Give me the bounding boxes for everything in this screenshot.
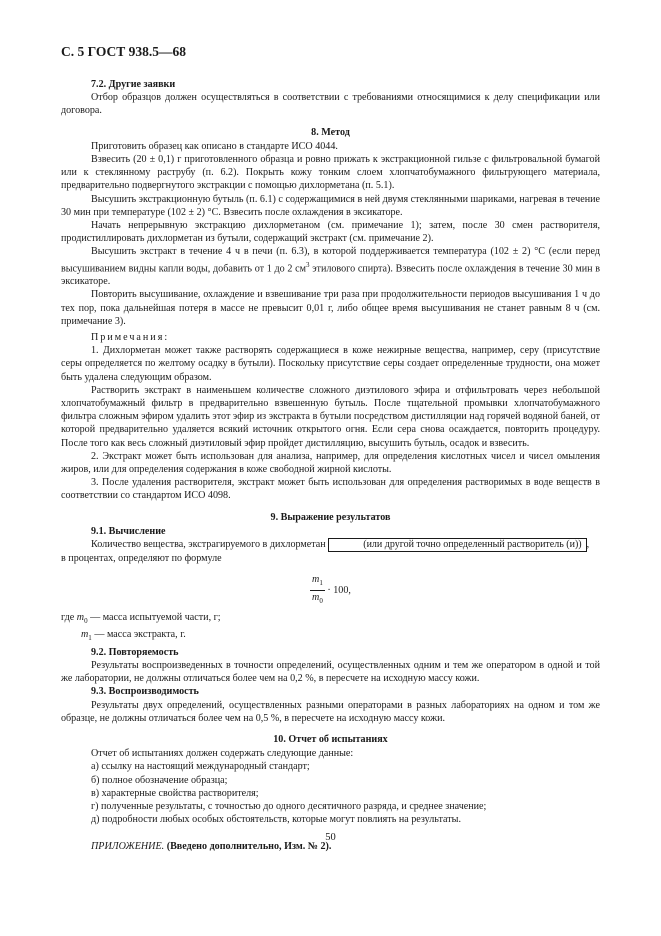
page-number: 50 <box>325 832 336 843</box>
section-7-2-title: 7.2. Другие заявки <box>91 79 176 90</box>
appendix-note: (Введено дополнительно, Изм. № 2). <box>166 841 332 853</box>
section-8-para-4: Начать непрерывную экстракцию дихлорметаном (см. примечание 1); затем, после 30 смен растворителя, продистиллировать дихлорметан из бутыли, содержащий экстракт (см. примечание 2). <box>61 220 600 245</box>
page-header: С. 5 ГОСТ 938.5—68 <box>61 44 187 59</box>
section-9-2-title: 9.2. Повторяемость <box>91 646 179 658</box>
section-10-intro: Отчет об испытаниях должен содержать следующие данные: <box>91 748 354 760</box>
note-1: 1. Дихлорметан может также растворять содержащиеся в коже нежирные вещества, например, серу (присутствие серы определяется по желтому осадку в бутыли). Поскольку присутствие серы создает определенные трудности, она может быть удалена следующим образом. <box>61 345 600 383</box>
section-7-2-text: Отбор образцов должен осуществляться в соответствии с требованиями относящимися к делу спецификации или договора. <box>61 92 600 117</box>
note-3: 3. После удаления растворителя, экстракт может быть использован для определения растворимых в воде веществ в соответствии со стандартом ИСО 4098. <box>61 477 600 502</box>
section-8-para-5b: этилового спирта). Взвесить после охлаждения в течение 30 мин в эксикаторе. <box>61 263 600 288</box>
section-9-3-text: Результаты двух определений, осуществленных разными операторами в разных лабораториях на одном и том же образце, не должны отличаться более чем на 0,5 %, в пересчете на исходную массу кожи. <box>61 699 600 724</box>
formula <box>61 573 600 606</box>
formula-numerator: $m_1$ <box>310 573 325 591</box>
formula-fraction <box>310 573 325 608</box>
section-10-title: 10. Отчет об испытаниях <box>273 733 388 745</box>
where-m0: где $m_0$ — масса испытуемой части, г; <box>61 612 221 626</box>
formula-denominator: $m_0$ <box>312 592 323 606</box>
section-8-para-5a: Высушить экстракт в течение 4 ч в печи (п. 6.3), в которой поддерживается температура (102 ± 2) °С (если перед высушиванием видны капли воды, добавить от 1 до 2 см <box>61 246 600 274</box>
section-9-1-text <box>61 538 600 552</box>
section-9-1-title: 9.1. Вычисление <box>91 525 166 537</box>
insertion-box: (или другой точно определенный растворитель (и)) <box>328 538 586 552</box>
superscript: 3 <box>306 260 310 269</box>
section-8-title: 8. Метод <box>311 126 350 138</box>
list-item: д) подробности любых особых обстоятельств, которые могут повлиять на результаты. <box>91 814 461 826</box>
section-8-para-5 <box>61 245 600 288</box>
list-item: в) характерные свойства растворителя; <box>91 787 259 799</box>
list-item: г) полученные результаты, с точностью до одного десятичного разряда, и среднее значение; <box>91 800 487 812</box>
where-m1: $m_1$ — масса экстракта, г. <box>81 629 186 643</box>
section-8-para-1: Приготовить образец как описано в стандарте ИСО 4044. <box>91 140 338 152</box>
list-item: б) полное обозначение образца; <box>91 774 228 786</box>
notes-title: Примечания: <box>91 332 170 344</box>
section-8-para-6: Повторить высушивание, охлаждение и взвешивание три раза при продолжительности периодов высушивания 1 ч до тех пор, пока дальнейшая потеря в массе не превысит 0,01 г, либо общее время высушивания не станет равным 8 ч (см. примечание 3). <box>61 289 600 327</box>
list-item: а) ссылку на настоящий международный стандарт; <box>91 761 310 773</box>
report-items-list <box>61 760 600 826</box>
section-9-2-text: Результаты воспроизведенных в точности определений, осуществленных одним и тем же оператором в одной и той же лаборатории, не должны отличаться более чем на 0,2 %, в пересчете на исходную массу кожи. <box>61 659 600 685</box>
insertion-tail: , <box>586 539 590 551</box>
appendix-label: ПРИЛОЖЕНИЕ. <box>91 841 165 853</box>
section-8-para-2: Взвесить (20 ± 0,1) г приготовленного образца и ровно прижать к экстракционной гильзе с фильтровальной бумагой или к стеклянному раструбу (п. 6.2). Покрыть кожу тонким слоем хлопчатобумажного фильтрующего материала, предварительно подвергнутого экстракции с помощью дихлорметана (п. 5.1). <box>61 154 600 192</box>
document-body <box>61 78 600 854</box>
section-9-1-text-2: в процентах, определяют по формуле <box>61 553 222 565</box>
formula-tail: · 100, <box>327 585 351 597</box>
section-9-title: 9. Выражение результатов <box>270 511 391 523</box>
note-2: 2. Экстракт может быть использован для анализа, например, для определения кислотных чисел и чисел омыления жиров, или для определения содержания в коже свободной жирной кислоты. <box>61 450 600 476</box>
section-9-3-title: 9.3. Воспроизводимость <box>91 686 199 698</box>
note-1-continued: Растворить экстракт в наименьшем количестве сложного диэтилового эфира и отфильтровать через небольшой хлопчатобумажный фильтр в предварительно взвешенную бутыль. После тщательной промывки хлопчатобумажного фильтра сложным эфиром удалить этот эфир из экстракта в бутыли посредством дистилляции над горячей водяной баней, от которой предварительно удаляется всякий источник открытого огня. Если сера снова осаждается, повторить процедуру. После того как весь сложный диэтиловый эфир пройдет дистилляцию, высушить бутыль, осадок и взвесить. <box>61 384 600 449</box>
section-8-para-3: Высушить экстракционную бутыль (п. 6.1) с содержащимися в ней двумя стеклянными шариками, нагревая в течение 30 мин при температуре (102 ± 2) °С. Взвесить после охлаждения в эксикаторе. <box>61 193 600 218</box>
section-9-1-text-1: Количество вещества, экстрагируемого в дихлорметан <box>91 539 326 551</box>
